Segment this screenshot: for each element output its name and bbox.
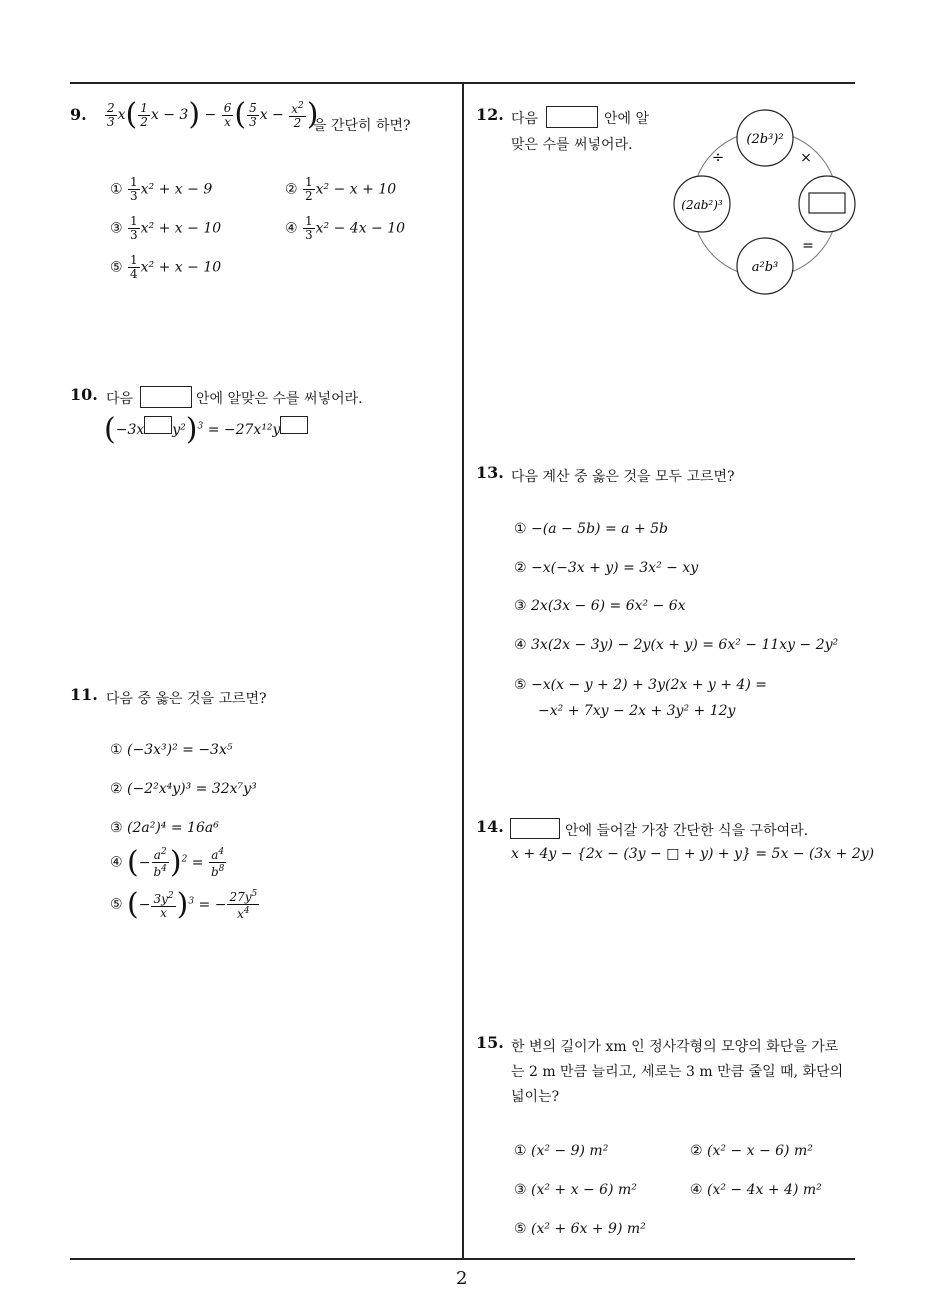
q12-op-divide: ÷ (711, 148, 725, 166)
q15-choice-3[interactable]: ③ (x² + x − 6) m² (514, 1182, 637, 1198)
q13-choice-3[interactable]: ③ 2x(3x − 6) = 6x² − 6x (514, 598, 686, 614)
q9-choice-1[interactable]: ① $\frac{1}{3}$ x² + x − 9 (110, 175, 213, 203)
q14-equation: x + 4y − {2x − (3y − □ + y) + y} = 5x − (3x + 2y) (511, 846, 875, 862)
q11-choice-2[interactable]: ② (−2²x⁴y)³ = 32x⁷y³ (110, 781, 257, 797)
q9-choice-2[interactable]: ② $\frac{1}{2}$ x² − x + 10 (285, 175, 397, 203)
q9-choice-4[interactable]: ④ $\frac{1}{3}$ x² − 4x − 10 (285, 214, 406, 242)
q13-choice-5-continued: −x² + 7xy − 2x + 3y² + 12y (538, 703, 736, 719)
q10-answer-box-2[interactable] (280, 416, 308, 434)
q12-node-left-label: (2ab²)³ (681, 198, 723, 212)
q11-choice-1[interactable]: ① (−3x³)² = −3x⁵ (110, 742, 233, 758)
q10-eq-left: −3x (115, 422, 145, 438)
q14-number: 14. (476, 817, 504, 836)
q9-number: 9. (70, 105, 87, 124)
q13-choice-1[interactable]: ① −(a − 5b) = a + 5b (514, 521, 668, 537)
q14-prompt: 안에 들어갈 가장 간단한 식을 구하여라. (565, 823, 809, 839)
q10-eq-mid: y² (172, 422, 186, 438)
q12-prompt-line2: 맞은 수를 써넣어라. (511, 137, 633, 153)
q10-eq-right: = −27x¹²y (207, 422, 281, 438)
q15-line-3: 넓이는? (511, 1089, 560, 1105)
q10-answer-box-1[interactable] (144, 416, 172, 434)
q15-choice-1[interactable]: ① (x² − 9) m² (514, 1143, 609, 1159)
q12-node-bottom-label: a²b³ (751, 260, 779, 275)
q11-choice-4[interactable]: ④ (− $\frac{a^2}{b^4}$ )$^2$ = $\frac{a^4}{b^8}$ (110, 844, 225, 880)
q9-choice-3[interactable]: ③ $\frac{1}{3}$ x² + x − 10 (110, 214, 222, 242)
q12-prompt-start: 다음 (511, 111, 539, 127)
q9-prompt: 을 간단히 하면? (313, 118, 411, 134)
q15-choice-4[interactable]: ④ (x² − 4x + 4) m² (690, 1182, 822, 1198)
q12-node-top-label: (2b³)² (746, 132, 784, 147)
q15-line-1: 한 변의 길이가 xm 인 정사각형의 모양의 화단을 가로 (511, 1039, 839, 1055)
q12-op-equals: = (802, 238, 814, 254)
q11-choice-3[interactable]: ③ (2a²)⁴ = 16a⁶ (110, 820, 219, 836)
q10-number: 10. (70, 385, 98, 404)
bottom-rule (70, 1258, 855, 1260)
q9-expression: $\frac{2}{3}$ x( $\frac{1}{2}$ x − 3) − $\frac{6}{x}$ ( $\frac{5}{3}$ x − $\frac{x^2}{2}$ ) (107, 97, 319, 132)
q13-choice-2[interactable]: ② −x(−3x + y) = 3x² − xy (514, 560, 699, 576)
column-divider (462, 83, 464, 1259)
q10-prompt-end: 안에 알맞은 수를 써넣어라. (196, 391, 363, 407)
q13-number: 13. (476, 463, 504, 482)
page-number: 2 (456, 1268, 468, 1289)
q12-answer-box (809, 193, 845, 213)
q15-line-2: 는 2 m 만큼 늘리고, 세로는 3 m 만큼 줄일 때, 화단의 (511, 1064, 844, 1080)
q10-prompt-blank (140, 386, 192, 408)
q11-prompt: 다음 중 옳은 것을 고르면? (106, 691, 267, 707)
q10-prompt-start: 다음 (106, 391, 134, 407)
q12-op-multiply: × (800, 150, 812, 166)
q12-prompt-blank (546, 106, 598, 128)
q12-prompt-mid: 안에 알 (604, 111, 650, 127)
q11-number: 11. (70, 685, 98, 704)
q10-equation: (−3x y²)$^3$ = −27x¹²y (104, 416, 308, 444)
q12-number: 12. (476, 105, 504, 124)
q14-answer-box[interactable] (510, 818, 560, 839)
q11-choice-5[interactable]: ⑤ (− $\frac{3y^2}{x}$ )$^3$ = − $\frac{27y^5}{x^4}$ (110, 886, 258, 922)
q12-cycle-diagram (668, 106, 863, 298)
q15-choice-2[interactable]: ② (x² − x − 6) m² (690, 1143, 813, 1159)
q13-choice-4[interactable]: ④ 3x(2x − 3y) − 2y(x + y) = 6x² − 11xy − 2y² (514, 637, 839, 653)
q15-number: 15. (476, 1033, 504, 1052)
q13-prompt: 다음 계산 중 옳은 것을 모두 고르면? (511, 469, 735, 485)
q15-choice-5[interactable]: ⑤ (x² + 6x + 9) m² (514, 1221, 646, 1237)
q13-choice-5[interactable]: ⑤ −x(x − y + 2) + 3y(2x + y + 4) = (514, 677, 767, 693)
q9-choice-5[interactable]: ⑤ $\frac{1}{4}$ x² + x − 10 (110, 253, 222, 281)
